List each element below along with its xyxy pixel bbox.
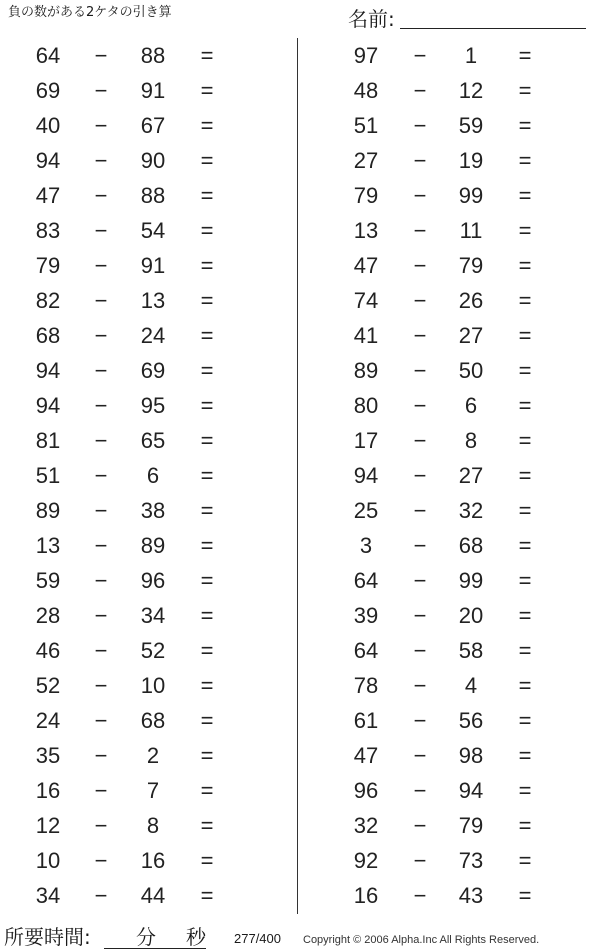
equals-sign: = — [518, 848, 532, 873]
subtrahend: 54 — [140, 218, 166, 243]
column-divider — [297, 38, 298, 914]
minus-sign: − — [94, 708, 108, 733]
minus-sign: − — [413, 428, 427, 453]
minus-sign: − — [94, 393, 108, 418]
problem-row — [0, 423, 296, 458]
equals-sign: = — [200, 218, 214, 243]
subtrahend: 99 — [458, 183, 484, 208]
minus-sign: − — [94, 498, 108, 523]
minus-sign: − — [413, 113, 427, 138]
subtrahend: 50 — [458, 358, 484, 383]
problem-row — [300, 458, 596, 493]
minus-sign: − — [413, 603, 427, 628]
minus-sign: − — [413, 78, 427, 103]
problem-row — [300, 808, 596, 843]
minus-sign: − — [413, 813, 427, 838]
minus-sign: − — [94, 778, 108, 803]
minuend: 32 — [353, 813, 379, 838]
minuend: 69 — [35, 78, 61, 103]
minuend: 68 — [35, 323, 61, 348]
subtrahend: 11 — [459, 218, 483, 243]
minuend: 39 — [353, 603, 379, 628]
subtrahend: 26 — [458, 288, 484, 313]
equals-sign: = — [518, 498, 532, 523]
equals-sign: = — [518, 603, 532, 628]
subtrahend: 96 — [140, 568, 166, 593]
minuend: 83 — [35, 218, 61, 243]
problem-row — [0, 38, 296, 73]
problem-row — [300, 703, 596, 738]
equals-sign: = — [200, 778, 214, 803]
subtrahend: 12 — [458, 78, 484, 103]
name-blank-line — [400, 28, 586, 29]
equals-sign: = — [518, 883, 532, 908]
minuend: 10 — [35, 848, 61, 873]
minuend: 41 — [353, 323, 379, 348]
minus-sign: − — [94, 463, 108, 488]
minus-sign: − — [94, 743, 108, 768]
equals-sign: = — [200, 358, 214, 383]
subtrahend: 8 — [146, 813, 160, 838]
minus-sign: − — [94, 183, 108, 208]
minuend: 48 — [353, 78, 379, 103]
minus-sign: − — [413, 778, 427, 803]
minuend: 61 — [353, 708, 379, 733]
minuend: 17 — [353, 428, 379, 453]
minuend: 24 — [35, 708, 61, 733]
problem-row — [0, 213, 296, 248]
problem-row — [0, 668, 296, 703]
minus-sign: − — [413, 148, 427, 173]
equals-sign: = — [200, 183, 214, 208]
problem-row — [0, 633, 296, 668]
minus-sign: − — [94, 603, 108, 628]
minus-sign: − — [94, 43, 108, 68]
equals-sign: = — [200, 603, 214, 628]
minuend: 74 — [353, 288, 379, 313]
equals-sign: = — [518, 463, 532, 488]
subtrahend: 6 — [146, 463, 160, 488]
subtrahend: 7 — [146, 778, 160, 803]
minus-sign: − — [94, 673, 108, 698]
problem-row — [300, 143, 596, 178]
equals-sign: = — [200, 708, 214, 733]
time-taken-label: 所要時間: — [4, 925, 91, 949]
equals-sign: = — [518, 638, 532, 663]
subtrahend: 65 — [140, 428, 166, 453]
minus-sign: − — [413, 638, 427, 663]
equals-sign: = — [518, 358, 532, 383]
problem-row — [0, 493, 296, 528]
problem-row — [0, 703, 296, 738]
problem-row — [0, 738, 296, 773]
minus-sign: − — [94, 78, 108, 103]
subtrahend: 88 — [140, 43, 166, 68]
subtrahend: 56 — [458, 708, 484, 733]
minus-sign: − — [94, 253, 108, 278]
subtrahend: 89 — [140, 533, 166, 558]
problem-row — [0, 563, 296, 598]
equals-sign: = — [200, 463, 214, 488]
subtrahend: 73 — [458, 848, 484, 873]
minuend: 12 — [35, 813, 61, 838]
minus-sign: − — [413, 743, 427, 768]
minus-sign: − — [94, 848, 108, 873]
minus-sign: − — [94, 638, 108, 663]
problem-row — [0, 73, 296, 108]
equals-sign: = — [518, 78, 532, 103]
page-number: 277/400 — [234, 931, 281, 946]
problem-row — [0, 458, 296, 493]
problem-row — [300, 493, 596, 528]
minuend: 47 — [353, 253, 379, 278]
subtrahend: 59 — [458, 113, 484, 138]
problem-row — [300, 668, 596, 703]
minus-sign: − — [94, 428, 108, 453]
equals-sign: = — [200, 813, 214, 838]
minuend: 46 — [35, 638, 61, 663]
problem-row — [0, 878, 296, 913]
minus-sign: − — [94, 218, 108, 243]
subtrahend: 19 — [458, 148, 484, 173]
subtrahend: 10 — [140, 673, 166, 698]
name-label: 名前: — [348, 7, 395, 31]
problem-row — [0, 248, 296, 283]
minus-sign: − — [413, 393, 427, 418]
equals-sign: = — [518, 218, 532, 243]
minus-sign: − — [413, 883, 427, 908]
name-field — [348, 7, 588, 31]
subtrahend: 16 — [140, 848, 166, 873]
subtrahend: 34 — [140, 603, 166, 628]
minus-sign: − — [94, 813, 108, 838]
problem-row — [300, 178, 596, 213]
minus-sign: − — [413, 498, 427, 523]
equals-sign: = — [200, 428, 214, 453]
subtrahend: 67 — [140, 113, 166, 138]
minus-sign: − — [413, 183, 427, 208]
subtrahend: 27 — [458, 463, 484, 488]
minuend: 64 — [35, 43, 61, 68]
minuend: 78 — [353, 673, 379, 698]
equals-sign: = — [200, 78, 214, 103]
minus-sign: − — [413, 568, 427, 593]
time-taken-field — [4, 924, 224, 950]
minuend: 3 — [359, 533, 373, 558]
minus-sign: − — [413, 463, 427, 488]
minus-sign: − — [413, 533, 427, 558]
equals-sign: = — [200, 638, 214, 663]
minuend: 47 — [35, 183, 61, 208]
subtrahend: 94 — [458, 778, 484, 803]
equals-sign: = — [200, 568, 214, 593]
problem-row — [300, 108, 596, 143]
subtrahend: 6 — [464, 393, 478, 418]
problem-row — [0, 808, 296, 843]
minuend: 27 — [353, 148, 379, 173]
subtrahend: 1 — [464, 43, 478, 68]
minuend: 51 — [35, 463, 61, 488]
subtrahend: 52 — [140, 638, 166, 663]
subtrahend: 44 — [140, 883, 166, 908]
equals-sign: = — [518, 43, 532, 68]
copyright-notice: Copyright © 2006 Alpha.Inc All Rights Reserved. — [303, 934, 540, 946]
problem-row — [300, 213, 596, 248]
subtrahend: 91 — [140, 78, 166, 103]
equals-sign: = — [518, 183, 532, 208]
problem-row — [300, 283, 596, 318]
minuend: 94 — [353, 463, 379, 488]
subtrahend: 90 — [140, 148, 166, 173]
problem-row — [300, 38, 596, 73]
minuend: 64 — [353, 638, 379, 663]
subtrahend: 79 — [458, 253, 484, 278]
equals-sign: = — [518, 778, 532, 803]
minuend: 35 — [35, 743, 61, 768]
worksheet-title: 負の数がある2ケタの引き算 — [8, 5, 172, 20]
minuend: 79 — [35, 253, 61, 278]
minuend: 13 — [35, 533, 61, 558]
equals-sign: = — [518, 323, 532, 348]
subtrahend: 43 — [458, 883, 484, 908]
problem-row — [300, 598, 596, 633]
minuend: 94 — [35, 358, 61, 383]
subtrahend: 95 — [140, 393, 166, 418]
minus-sign: − — [413, 358, 427, 383]
subtrahend: 68 — [458, 533, 484, 558]
equals-sign: = — [200, 323, 214, 348]
minus-sign: − — [94, 533, 108, 558]
problem-row — [300, 843, 596, 878]
minuend: 40 — [35, 113, 61, 138]
equals-sign: = — [518, 393, 532, 418]
minuend: 97 — [353, 43, 379, 68]
minuend: 34 — [35, 883, 61, 908]
minus-sign: − — [413, 848, 427, 873]
equals-sign: = — [518, 673, 532, 698]
minus-sign: − — [94, 323, 108, 348]
problem-row — [300, 318, 596, 353]
minuend: 51 — [353, 113, 379, 138]
equals-sign: = — [200, 848, 214, 873]
minus-sign: − — [413, 253, 427, 278]
subtrahend: 88 — [140, 183, 166, 208]
minus-sign: − — [94, 883, 108, 908]
problem-row — [0, 598, 296, 633]
minuend: 82 — [35, 288, 61, 313]
equals-sign: = — [518, 113, 532, 138]
minuend: 16 — [353, 883, 379, 908]
equals-sign: = — [200, 43, 214, 68]
minuend: 47 — [353, 743, 379, 768]
minus-sign: − — [94, 288, 108, 313]
minuend: 94 — [35, 148, 61, 173]
equals-sign: = — [200, 288, 214, 313]
equals-sign: = — [518, 253, 532, 278]
minuend: 16 — [35, 778, 61, 803]
problem-row — [300, 528, 596, 563]
left-problem-column — [0, 38, 296, 913]
subtrahend: 58 — [458, 638, 484, 663]
problem-row — [300, 563, 596, 598]
seconds-unit: 秒 — [186, 925, 206, 949]
equals-sign: = — [518, 813, 532, 838]
equals-sign: = — [200, 743, 214, 768]
subtrahend: 32 — [458, 498, 484, 523]
minuend: 96 — [353, 778, 379, 803]
equals-sign: = — [200, 253, 214, 278]
minuend: 52 — [35, 673, 61, 698]
subtrahend: 38 — [140, 498, 166, 523]
subtrahend: 13 — [140, 288, 166, 313]
minuend: 64 — [353, 568, 379, 593]
minuend: 59 — [35, 568, 61, 593]
minus-sign: − — [94, 113, 108, 138]
subtrahend: 2 — [146, 743, 160, 768]
problem-row — [0, 843, 296, 878]
equals-sign: = — [518, 708, 532, 733]
problem-row — [300, 738, 596, 773]
equals-sign: = — [200, 393, 214, 418]
minus-sign: − — [413, 673, 427, 698]
minutes-unit: 分 — [136, 925, 156, 949]
problem-row — [0, 353, 296, 388]
minuend: 94 — [35, 393, 61, 418]
problem-row — [0, 528, 296, 563]
minus-sign: − — [94, 148, 108, 173]
equals-sign: = — [200, 148, 214, 173]
problem-row — [300, 633, 596, 668]
minuend: 81 — [35, 428, 61, 453]
minuend: 13 — [353, 218, 379, 243]
equals-sign: = — [518, 148, 532, 173]
subtrahend: 68 — [140, 708, 166, 733]
minus-sign: − — [94, 568, 108, 593]
subtrahend: 79 — [458, 813, 484, 838]
equals-sign: = — [200, 883, 214, 908]
problem-row — [300, 773, 596, 808]
subtrahend: 24 — [140, 323, 166, 348]
problem-row — [300, 878, 596, 913]
equals-sign: = — [518, 428, 532, 453]
equals-sign: = — [518, 743, 532, 768]
equals-sign: = — [518, 568, 532, 593]
equals-sign: = — [518, 288, 532, 313]
problem-row — [300, 353, 596, 388]
equals-sign: = — [200, 673, 214, 698]
minus-sign: − — [413, 708, 427, 733]
equals-sign: = — [200, 113, 214, 138]
minus-sign: − — [413, 288, 427, 313]
minuend: 92 — [353, 848, 379, 873]
subtrahend: 99 — [458, 568, 484, 593]
subtrahend: 27 — [458, 323, 484, 348]
minus-sign: − — [413, 323, 427, 348]
subtrahend: 4 — [464, 673, 478, 698]
subtrahend: 8 — [464, 428, 478, 453]
minuend: 28 — [35, 603, 61, 628]
minuend: 25 — [353, 498, 379, 523]
equals-sign: = — [200, 533, 214, 558]
problem-row — [300, 423, 596, 458]
minuend: 89 — [35, 498, 61, 523]
subtrahend: 20 — [458, 603, 484, 628]
problem-row — [0, 143, 296, 178]
problem-row — [0, 283, 296, 318]
minus-sign: − — [413, 43, 427, 68]
problem-row — [0, 318, 296, 353]
problem-row — [0, 108, 296, 143]
subtrahend: 98 — [458, 743, 484, 768]
minuend: 89 — [353, 358, 379, 383]
minus-sign: − — [94, 358, 108, 383]
problem-row — [300, 388, 596, 423]
right-problem-column — [300, 38, 596, 913]
minuend: 80 — [353, 393, 379, 418]
minus-sign: − — [413, 218, 427, 243]
minuend: 79 — [353, 183, 379, 208]
problem-row — [300, 73, 596, 108]
problem-row — [0, 178, 296, 213]
problem-row — [0, 773, 296, 808]
equals-sign: = — [200, 498, 214, 523]
problem-row — [300, 248, 596, 283]
subtrahend: 91 — [140, 253, 166, 278]
subtrahend: 69 — [140, 358, 166, 383]
equals-sign: = — [518, 533, 532, 558]
problem-row — [0, 388, 296, 423]
